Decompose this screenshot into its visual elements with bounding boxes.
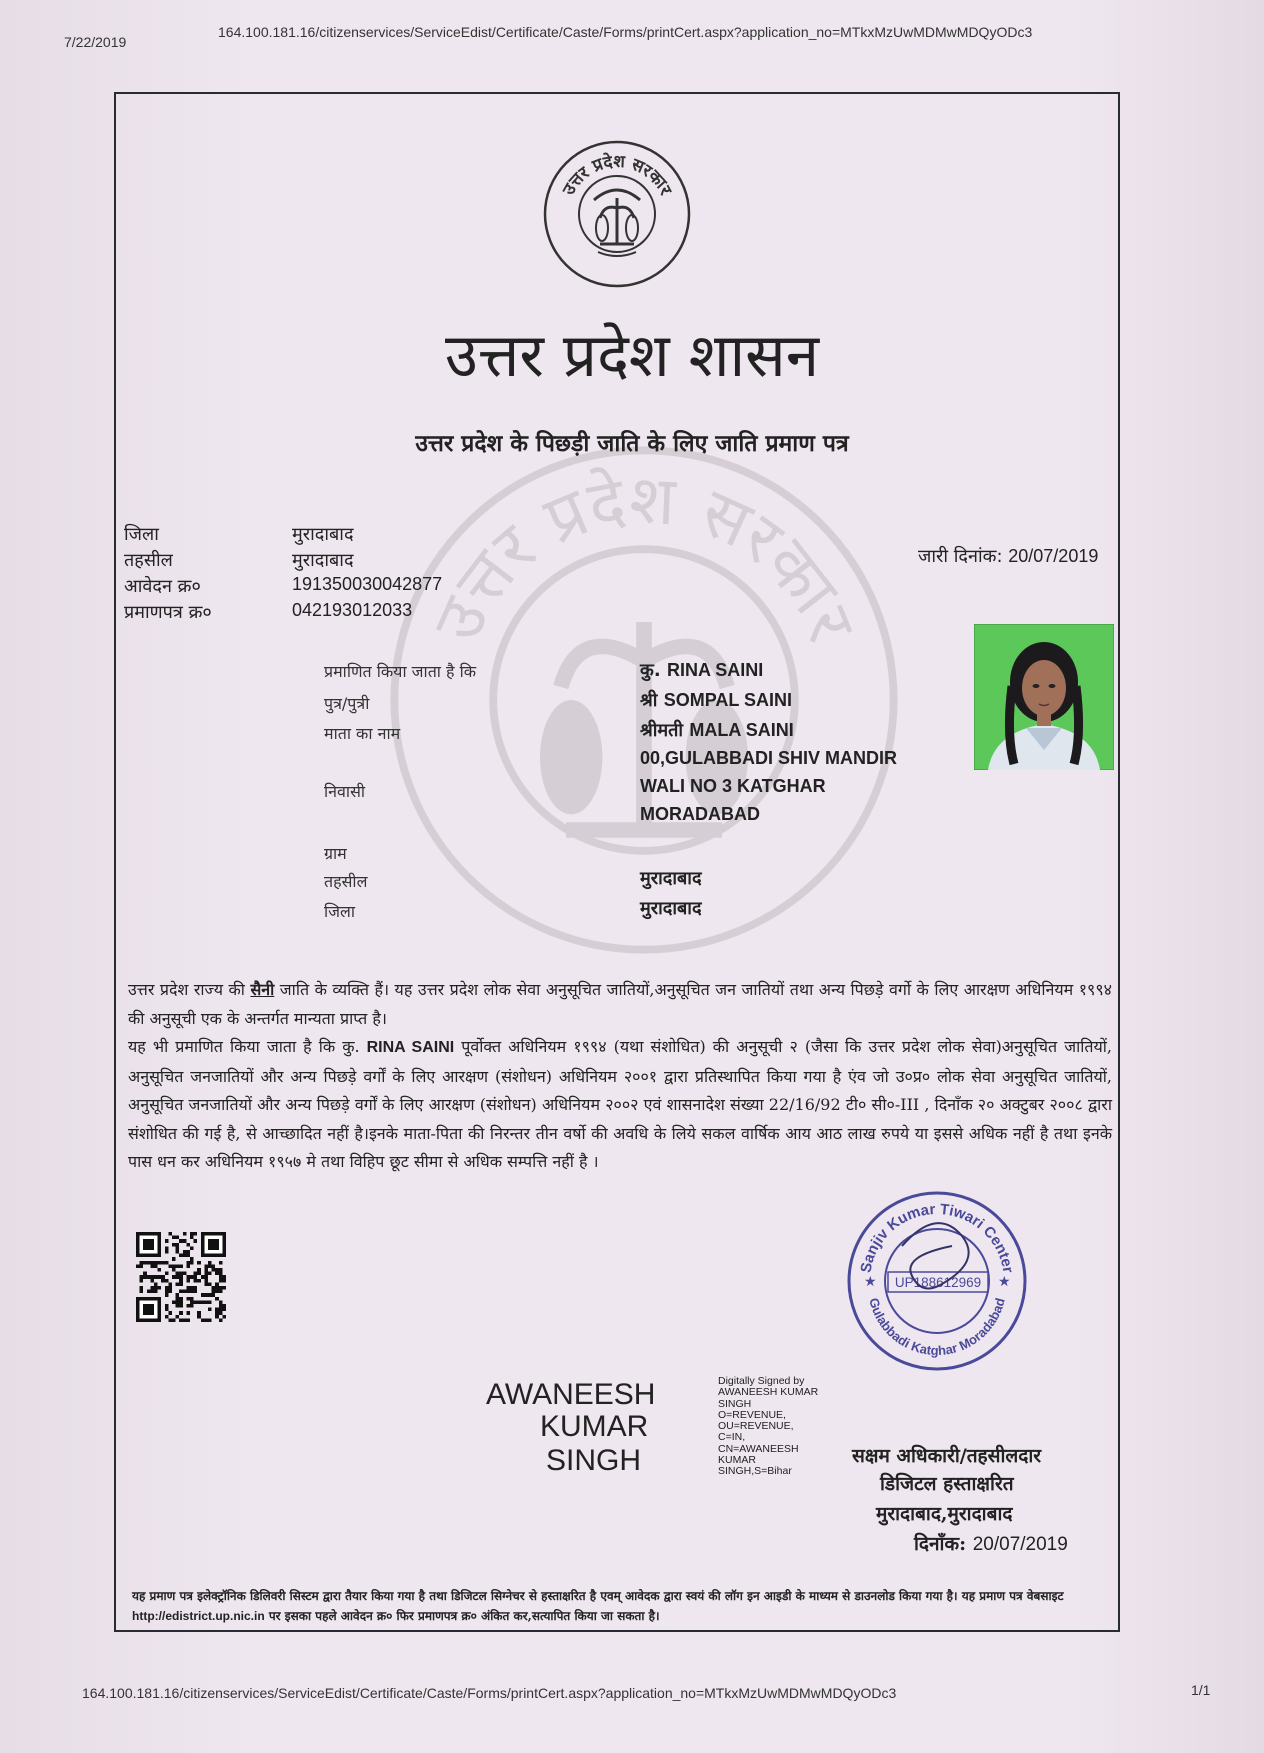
certificate-body	[128, 976, 1112, 1177]
applicant-name-value: RINA SAINI	[666, 660, 764, 680]
applicant-name-prefix: कु.	[640, 660, 661, 681]
tehsil-label: तहसील	[124, 550, 173, 571]
address-line-1: 00,GULABBADI SHIV MANDIR	[640, 748, 898, 768]
mother-prefix: श्रीमती	[640, 720, 684, 741]
field-district-value: मुरादाबाद	[640, 898, 702, 919]
page-number: 1/1	[1191, 1682, 1211, 1698]
officer-date-label: दिनाँक:	[914, 1533, 967, 1555]
issue-date	[918, 544, 1098, 568]
address-line-2: WALI NO 3 KATGHAR	[640, 776, 826, 796]
father-name-value: SOMPAL SAINI	[663, 690, 793, 710]
svg-text:★: ★	[864, 1274, 877, 1290]
residence-label: निवासी	[324, 782, 366, 801]
body-p2-rest: पूर्वोक्त अधिनियम १९९४ (यथा संशोधित) की अनुसूची २ (जैसा कि उत्तर प्रदेश लोक सेवा)अनुसूचित जातियों, अनुसूचित जनजातियों और अन्य पिछड़े वर्गों के लिए आरक्षण (संशोधन) अधिनियम २००१ द्वारा प्रतिस्थापित किया गया है एंव जो उ०प्र० लोक सेवा अनुसूचित जातियों, अनुसूचित जनजातियों और अन्य पिछड़े वर्गों के लिए आरक्षण (संशोधन) अधिनियम २००२ एवं शासनादेश संख्या 22/16/92 टी० सी०-III , दिनाँक २० अक्टुबर २००८ द्वारा संशोधित की गई है, से आच्छादित नहीं है।इनके माता-पिता की निरन्तर तीन वर्षो की अवधि के लिये सकल वार्षिक आय आठ लाख रुपये या इससे अधिक नहीं है तथा इनके पास धन कर अधिनियम १९५७ मे तथा विहिप छूट सीमा से अधिक सम्पत्ति नहीं है ।	[128, 1037, 1112, 1171]
certificate-no-value: 042193012033	[292, 600, 413, 620]
signature-details: Digitally Signed by AWANEESH KUMAR SINGH O=REVENUE, OU=REVENUE, C=IN, CN=AWANEESH KUMAR SINGH,S=Bihar	[718, 1375, 819, 1478]
up-govt-emblem	[542, 140, 692, 288]
applicant-name	[640, 658, 763, 682]
field-tehsil-value: मुरादाबाद	[640, 868, 702, 889]
body-p2-start: यह भी प्रमाणित किया जाता है कि कु.	[128, 1037, 360, 1056]
caste-name: सैनी	[250, 980, 275, 999]
verification-footnote	[132, 1586, 1116, 1626]
footnote-part2: पर इसका पहले आवेदन क्र० फिर प्रमाणपत्र क्र० अंकित कर,सत्यापित किया जा सकता है।	[268, 1609, 660, 1623]
application-no-value: 191350030042877	[292, 574, 443, 594]
body-applicant-name: RINA SAINI	[366, 1039, 455, 1056]
field-district-label: जिला	[324, 902, 356, 921]
svg-text:Sanjiv Kumar Tiwari Center: Sanjiv Kumar Tiwari Center	[857, 1200, 1017, 1275]
svg-text:उत्तर प्रदेश सरकार: उत्तर प्रदेश सरकार	[417, 459, 872, 653]
header-url: 164.100.181.16/citizenservices/ServiceEdist/Certificate/Caste/Forms/printCert.aspx?application_no=MTkxMzUwMDMwMDQyODc3	[218, 24, 1033, 40]
applicant-photo	[974, 624, 1114, 770]
main-title: उत्तर प्रदेश शासन	[444, 321, 820, 391]
officer-date	[914, 1530, 1068, 1556]
issue-date-label: जारी दिनांक:	[918, 546, 1003, 567]
officer-date-value: 20/07/2019	[972, 1534, 1068, 1555]
district-value: मुरादाबाद	[292, 524, 354, 545]
verification-url: http://edistrict.up.nic.in	[132, 1609, 265, 1623]
stamp-code: UP188612969	[894, 1275, 982, 1290]
field-tehsil-label: तहसील	[324, 872, 368, 891]
mother-name-value: MALA SAINI	[689, 720, 794, 740]
signer-name-line-2: KUMAR	[540, 1410, 649, 1443]
officer-place: मुरादाबाद,मुरादाबाद	[876, 1503, 1013, 1525]
tehsil-value: मुरादाबाद	[292, 550, 354, 571]
footnote-part1: यह प्रमाण पत्र इलेक्ट्रॉनिक डिलिवरी सिस्टम द्वारा तैयार किया गया है तथा डिजिटल सिग्नेचर से हस्ताक्षरित है एवम् आवेदक द्वारा स्वयं की लॉग इन आइडी के माध्यम से डाउनलोड किया गया है। यह प्रमाण पत्र वेबसाइट	[132, 1589, 1064, 1603]
address-line-3: MORADABAD	[640, 804, 760, 824]
district-label: जिला	[124, 524, 159, 545]
body-p1-rest: जाति के व्यक्ति हैं। यह उत्तर प्रदेश लोक सेवा अनुसूचित जातियों,अनुसूचित जन जातियों तथा अन्य पिछड़े वर्गो के लिए आरक्षण अधिनियम १९९४ की अनुसूची एक के अन्तर्गत मान्यता प्राप्त है।	[128, 980, 1112, 1028]
print-date: 7/22/2019	[64, 34, 127, 50]
relation-label: पुत्र/पुत्री	[324, 694, 370, 713]
father-name	[640, 688, 792, 712]
father-prefix: श्री	[640, 690, 658, 711]
body-p1-start: उत्तर प्रदेश राज्य की	[128, 980, 245, 999]
certificate-no-label: प्रमाणपत्र क्र०	[124, 602, 212, 623]
qr-code	[136, 1232, 226, 1322]
svg-text:★: ★	[998, 1274, 1011, 1290]
application-no-label: आवेदन क्र०	[124, 576, 201, 597]
footer-url: 164.100.181.16/citizenservices/ServiceEdist/Certificate/Caste/Forms/printCert.aspx?application_no=MTkxMzUwMDMwMDQyODc3	[82, 1685, 897, 1701]
signer-name-line-3: SINGH	[546, 1444, 642, 1477]
svg-text:उत्तर प्रदेश सरकार: उत्तर प्रदेश सरकार	[558, 151, 676, 199]
signer-name-line-1: AWANEESH	[486, 1378, 656, 1411]
mother-name	[640, 718, 794, 742]
digitally-signed-label: डिजिटल हस्ताक्षरित	[880, 1473, 1014, 1495]
certificate-subtitle: उत्तर प्रदेश के पिछड़ी जाति के लिए जाति प्रमाण पत्र	[415, 430, 849, 457]
issue-date-value: 20/07/2019	[1008, 546, 1099, 566]
csc-stamp	[842, 1186, 1032, 1376]
mother-label: माता का नाम	[324, 724, 401, 743]
officer-title: सक्षम अधिकारी/तहसीलदार	[852, 1445, 1042, 1467]
certified-label: प्रमाणित किया जाता है कि	[324, 662, 477, 681]
svg-text:Gulabbadi Katghar Moradabad: Gulabbadi Katghar Moradabad	[866, 1296, 1008, 1359]
village-label: ग्राम	[324, 844, 347, 863]
